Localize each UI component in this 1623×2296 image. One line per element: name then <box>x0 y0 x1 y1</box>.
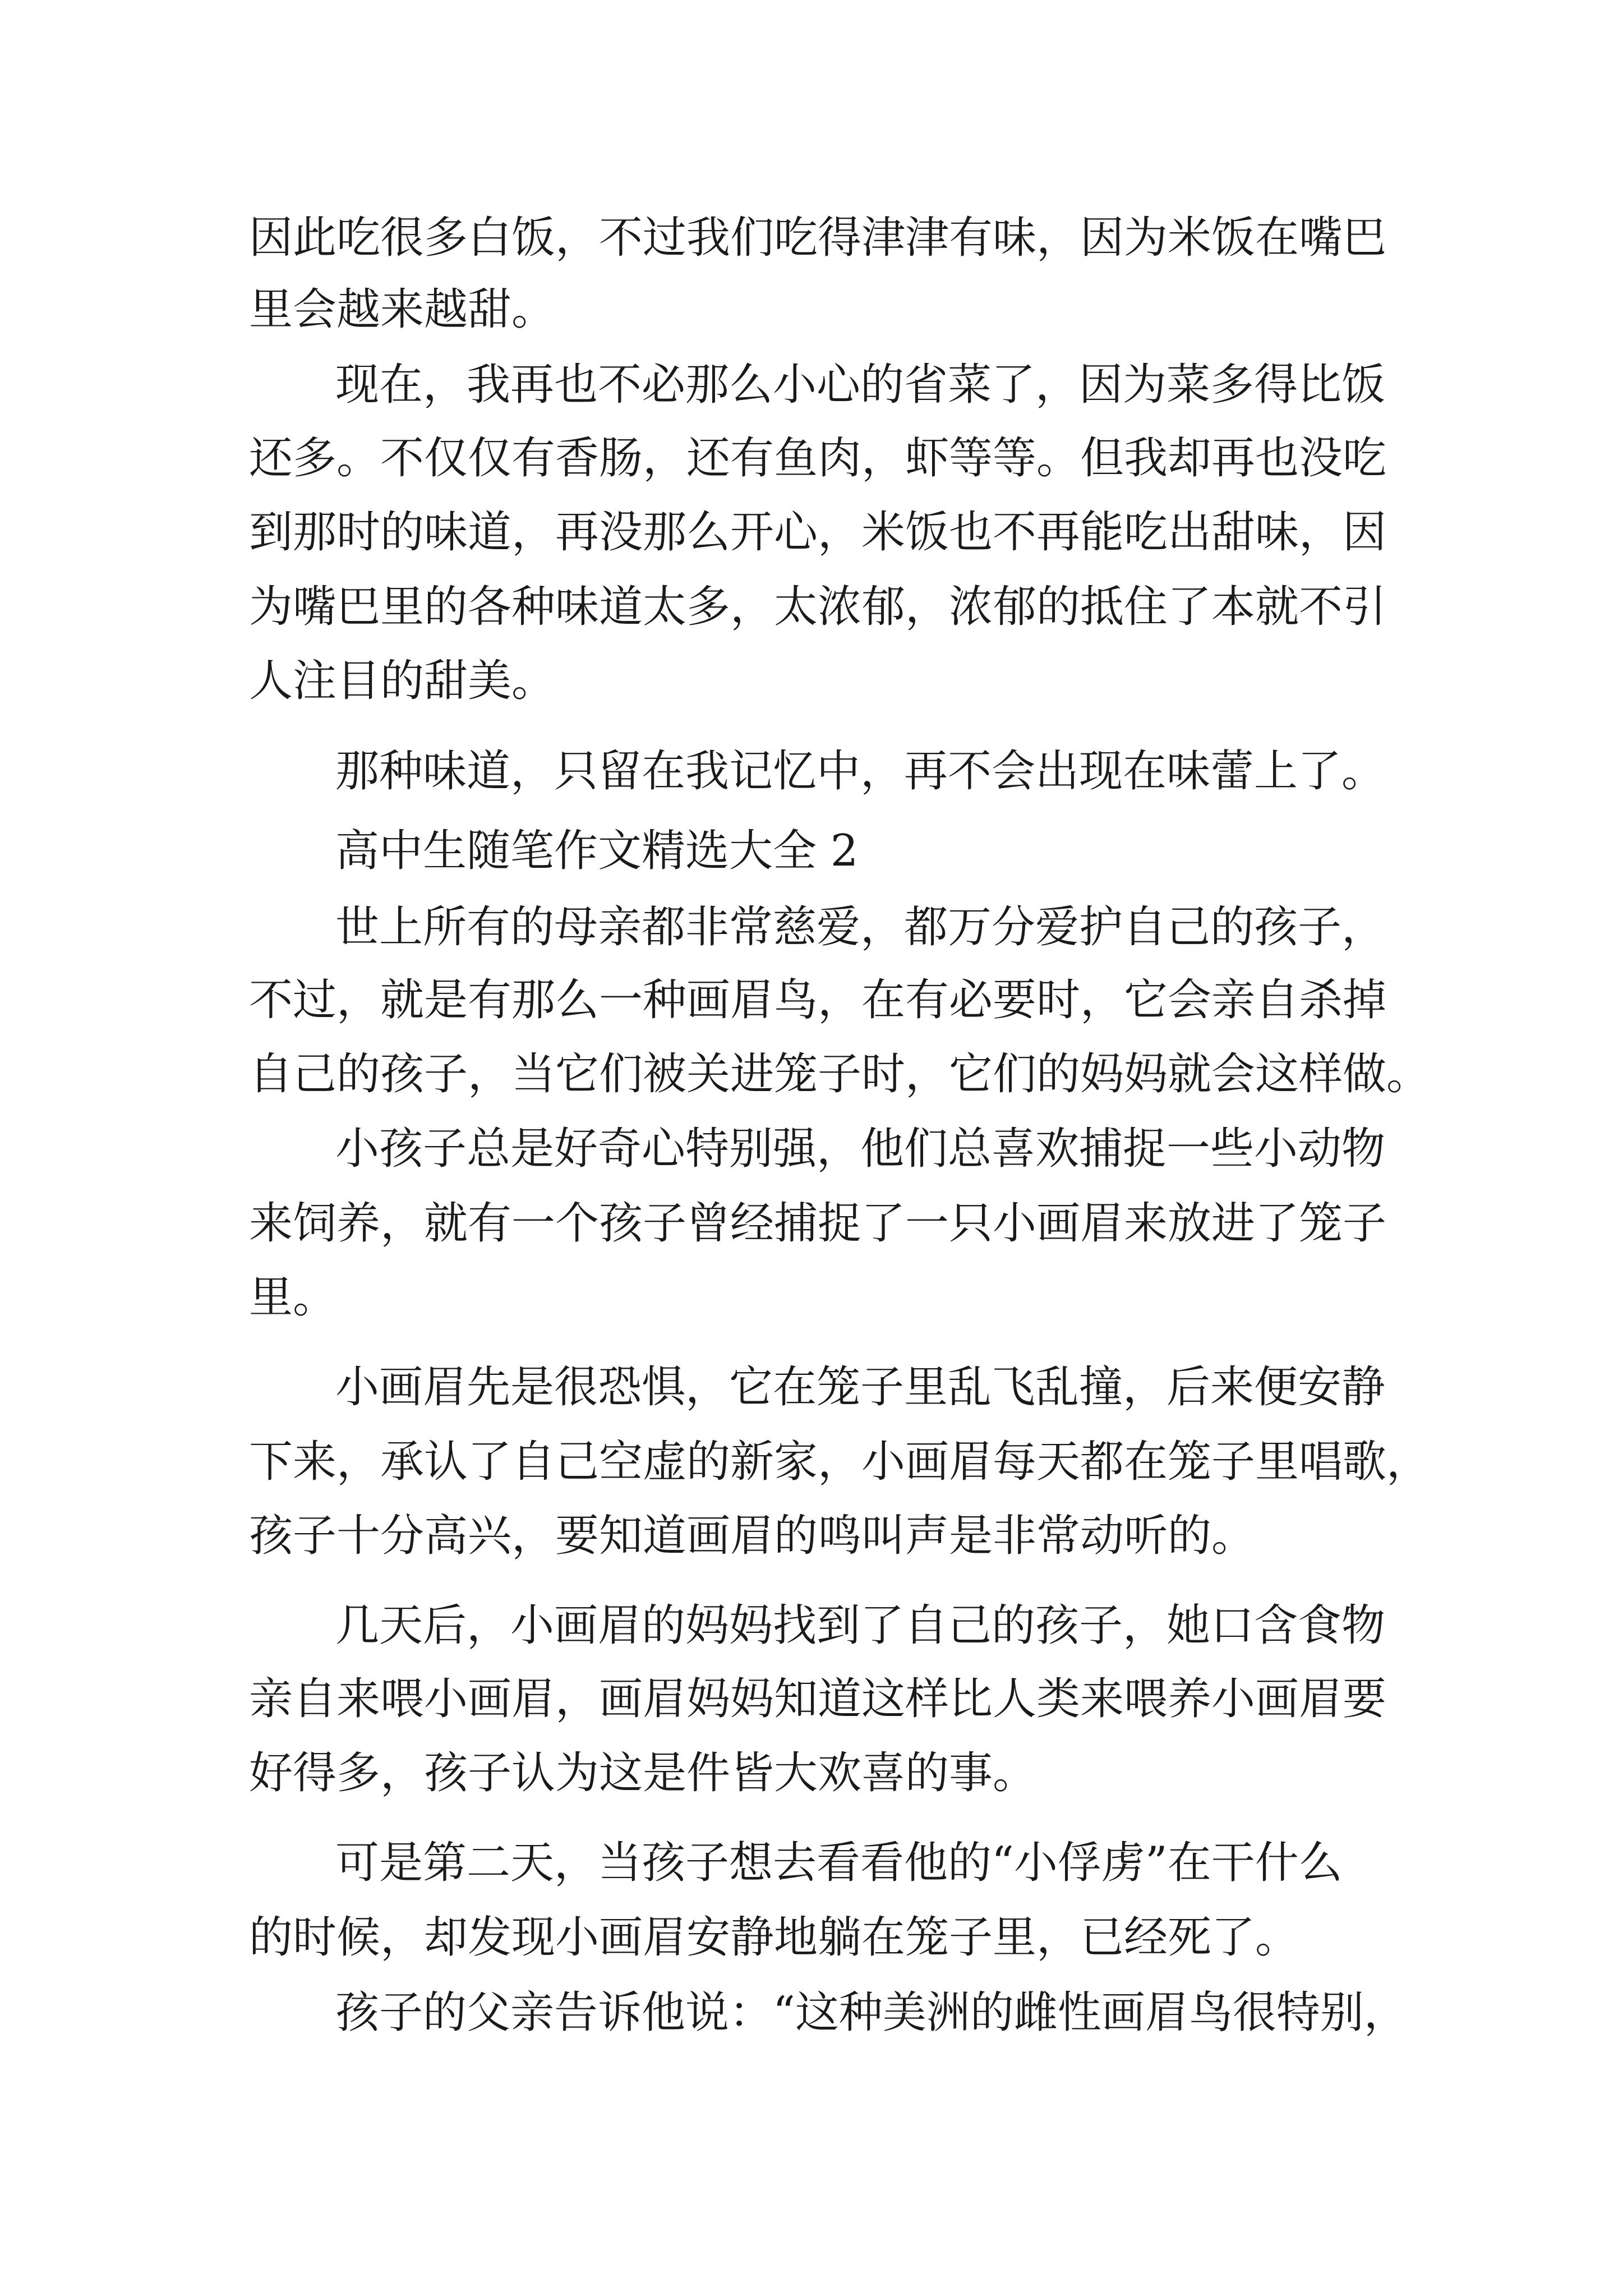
text-line: 小孩子总是好奇心特别强，他们总喜欢捕捉一些小动物 <box>335 1124 1386 1174</box>
text-line: 可是第二天，当孩子想去看看他的“小俘虏”在干什么 <box>335 1838 1343 1888</box>
text-line: 来饲养，就有一个孩子曾经捕捉了一只小画眉来放进了笼子 <box>249 1198 1387 1249</box>
text-line: 不过，就是有那么一种画眉鸟，在有必要时，它会亲自杀掉 <box>249 975 1387 1025</box>
text-line: 因此吃很多白饭，不过我们吃得津津有味，因为米饭在嘴巴 <box>249 213 1387 263</box>
text-line: 还多。不仅仅有香肠，还有鱼肉，虾等等。但我却再也没吃 <box>249 433 1387 484</box>
text-line: 亲自来喂小画眉，画眉妈妈知道这样比人类来喂养小画眉要 <box>249 1674 1387 1724</box>
text-line: 到那时的味道，再没那么开心，米饭也不再能吃出甜味，因 <box>249 507 1387 558</box>
text-line: 几天后，小画眉的妈妈找到了自己的孩子，她口含食物 <box>335 1600 1386 1651</box>
text-line: 里。 <box>249 1272 337 1323</box>
text-line: 自己的孩子，当它们被关进笼子时，它们的妈妈就会这样做。 <box>249 1049 1431 1099</box>
text-line: 下来，承认了自己空虚的新家，小画眉每天都在笼子里唱歌， <box>249 1437 1431 1487</box>
text-line: 人注目的甜美。 <box>249 656 556 706</box>
text-line: 里会越来越甜。 <box>249 284 556 335</box>
section-heading: 高中生随笔作文精选大全 2 <box>335 826 859 876</box>
text-line: 孩子的父亲告诉他说：“这种美洲的雌性画眉鸟很特别， <box>335 1987 1408 2038</box>
text-line: 好得多，孩子认为这是件皆大欢喜的事。 <box>249 1748 1037 1798</box>
text-line: 为嘴巴里的各种味道太多，太浓郁，浓郁的抵住了本就不引 <box>249 582 1387 632</box>
text-line: 那种味道，只留在我记忆中，再不会出现在味蕾上了。 <box>335 746 1386 797</box>
text-line: 的时候，却发现小画眉安静地躺在笼子里，已经死了。 <box>249 1912 1299 1963</box>
text-line: 小画眉先是很恐惧，它在笼子里乱飞乱撞，后来便安静 <box>335 1362 1386 1412</box>
text-line: 世上所有的母亲都非常慈爱，都万分爱护自己的孩子， <box>335 902 1386 953</box>
text-line: 孩子十分高兴，要知道画眉的鸣叫声是非常动听的。 <box>249 1511 1256 1561</box>
text-line: 现在，我再也不必那么小心的省菜了，因为菜多得比饭 <box>335 360 1386 410</box>
